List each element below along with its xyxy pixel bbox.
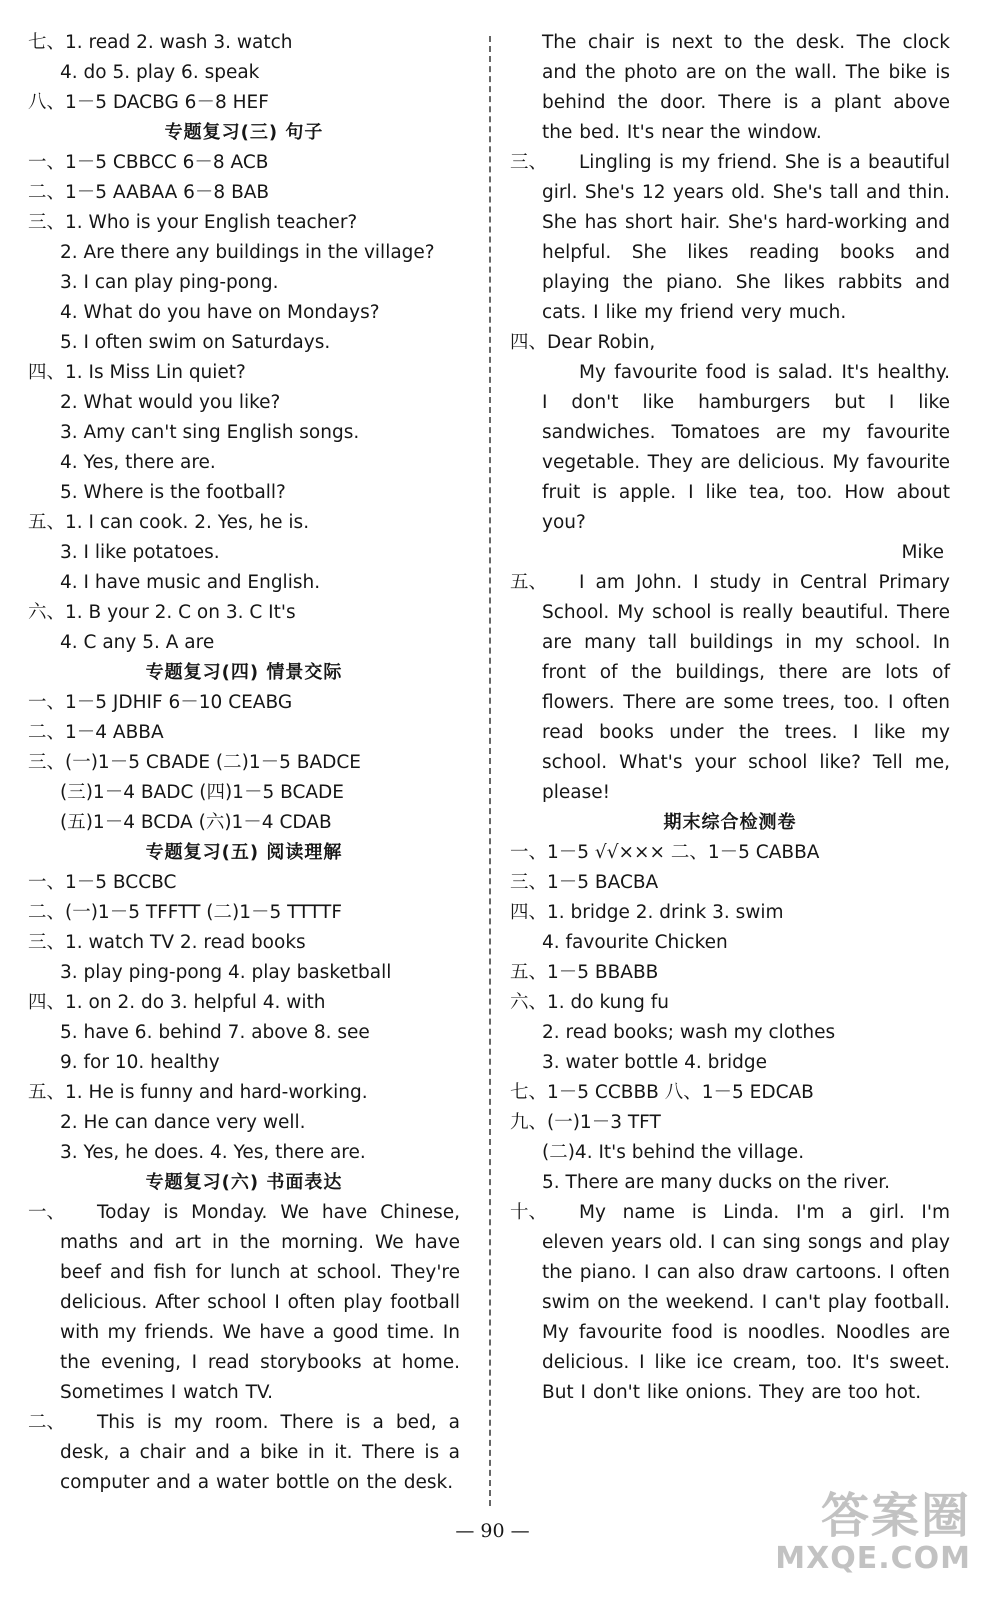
- answer-paragraph: [510, 568, 950, 808]
- answer-line: 七、1－5 CCBBB 八、1－5 EDCAB: [510, 1082, 814, 1103]
- section-number: 二、: [28, 1412, 66, 1433]
- answer-line: 五、1. I can cook. 2. Yes, he is.: [28, 512, 310, 533]
- answer-line: 4. favourite Chicken: [542, 932, 728, 953]
- answer-line: 三、1－5 BACBA: [510, 872, 659, 893]
- answer-line: 5. Where is the football?: [60, 482, 286, 503]
- section-number: [510, 358, 542, 538]
- answer-line: 3. I like potatoes.: [60, 542, 220, 563]
- essay-text: Today is Monday. We have Chinese, maths and art in the morning. We have beef and fish for lunch at school. They're delicious. After school I often play football with my friends. We have a good time. In the evening, I read storybooks at home. Sometimes I watch TV.: [60, 1202, 460, 1403]
- letter-signature: Mike: [901, 542, 944, 563]
- answer-line: 四、1. on 2. do 3. helpful 4. with: [28, 992, 326, 1013]
- answer-line: 2. He can dance very well.: [60, 1112, 306, 1133]
- answer-line: 四、Dear Robin,: [510, 332, 656, 353]
- answer-line: (三)1－4 BADC (四)1－5 BCADE: [60, 782, 344, 803]
- column-divider: [489, 36, 491, 1506]
- section-heading: 专题复习(五) 阅读理解: [145, 842, 343, 863]
- answer-line: 四、1. bridge 2. drink 3. swim: [510, 902, 784, 923]
- answer-line: 九、(一)1－3 TFT: [510, 1112, 661, 1133]
- answer-line: 5. There are many ducks on the river.: [542, 1172, 891, 1193]
- watermark-url: MXQE.COM: [775, 1541, 971, 1576]
- section-heading: 专题复习(六) 书面表达: [145, 1172, 343, 1193]
- section-number: 三、: [510, 152, 548, 173]
- answer-line: 4. What do you have on Mondays?: [60, 302, 380, 323]
- answer-line: 2. read books; wash my clothes: [542, 1022, 836, 1043]
- answer-paragraph: [28, 1198, 460, 1408]
- answer-line: 六、1. do kung fu: [510, 992, 669, 1013]
- page-number: — 90 —: [455, 1520, 530, 1542]
- right-column: [510, 28, 950, 1408]
- answer-line: 三、1. watch TV 2. read books: [28, 932, 306, 953]
- answer-line: 5. I often swim on Saturdays.: [60, 332, 331, 353]
- section-heading: 期末综合检测卷: [663, 812, 797, 833]
- answer-line: 一、1－5 CBBCC 6－8 ACB: [28, 152, 269, 173]
- answer-line: 四、1. Is Miss Lin quiet?: [28, 362, 246, 383]
- answer-line: 一、1－5 BCCBC: [28, 872, 177, 893]
- answer-line: 三、1. Who is your English teacher?: [28, 212, 358, 233]
- answer-line: 六、1. B your 2. C on 3. C It's: [28, 602, 296, 623]
- answer-line: 4. C any 5. A are: [60, 632, 215, 653]
- answer-line: 一、1－5 √√××× 二、1－5 CABBA: [510, 842, 820, 863]
- answer-paragraph: [510, 148, 950, 328]
- answer-line: 4. do 5. play 6. speak: [60, 62, 260, 83]
- section-number: 一、: [28, 1202, 66, 1223]
- section-number: 十、: [510, 1202, 548, 1223]
- answer-line: 二、1－5 AABAA 6－8 BAB: [28, 182, 270, 203]
- answer-line: 9. for 10. healthy: [60, 1052, 220, 1073]
- answer-line: 七、1. read 2. wash 3. watch: [28, 32, 293, 53]
- essay-text: Lingling is my friend. She is a beautiful girl. She's 12 years old. She's tall and thin. She has short hair. She's hard-working and helpful. She likes reading books and playing the piano. She likes rabbits and cats. I like my friend very much.: [542, 152, 950, 323]
- answer-paragraph: [28, 1408, 460, 1498]
- essay-text: This is my room. There is a bed, a desk, a chair and a bike in it. There is a computer and a water bottle on the desk.: [60, 1412, 460, 1493]
- answer-line: 4. Yes, there are.: [60, 452, 216, 473]
- answer-line: 五、1. He is funny and hard-working.: [28, 1082, 368, 1103]
- section-number: 五、: [510, 572, 548, 593]
- answer-line: 3. play ping-pong 4. play basketball: [60, 962, 392, 983]
- answer-line: 八、1－5 DACBG 6－8 HEF: [28, 92, 269, 113]
- answer-line: 3. Amy can't sing English songs.: [60, 422, 360, 443]
- section-heading: 专题复习(四) 情景交际: [145, 662, 343, 683]
- answer-line: 五、1－5 BBABB: [510, 962, 659, 983]
- answer-paragraph: [510, 1198, 950, 1408]
- answer-paragraph: [510, 358, 950, 538]
- answer-paragraph: [510, 28, 950, 148]
- answer-line: 4. I have music and English.: [60, 572, 321, 593]
- left-column: [28, 28, 460, 1498]
- answer-line: 2. What would you like?: [60, 392, 281, 413]
- answer-line: 3. Yes, he does. 4. Yes, there are.: [60, 1142, 366, 1163]
- answer-line: 一、1－5 JDHIF 6－10 CEABG: [28, 692, 293, 713]
- answer-line: 2. Are there any buildings in the village?: [60, 242, 435, 263]
- essay-text: The chair is next to the desk. The clock and the photo are on the wall. The bike is behind the door. There is a plant above the bed. It's near the window.: [542, 32, 950, 143]
- watermark-logo: [671, 1490, 971, 1576]
- answer-line: (二)4. It's behind the village.: [542, 1142, 805, 1163]
- section-heading: 专题复习(三) 句子: [164, 122, 324, 143]
- answer-line: 二、(一)1－5 TFFTT (二)1－5 TTTTF: [28, 902, 342, 923]
- essay-text: My name is Linda. I'm a girl. I'm eleven years old. I can sing songs and play the piano. I can also draw cartoons. I often swim on the weekend. I can't play football. My favourite food is noodles. Noodles are delicious. I like ice cream, too. It's sweet. But I don't like onions. They are too hot.: [542, 1202, 950, 1403]
- answer-line: 3. I can play ping-pong.: [60, 272, 279, 293]
- answer-line: (五)1－4 BCDA (六)1－4 CDAB: [60, 812, 332, 833]
- answer-line: 二、1－4 ABBA: [28, 722, 164, 743]
- watermark-text: 答案圈: [820, 1488, 971, 1544]
- essay-text: I am John. I study in Central Primary School. My school is really beautiful. There are many tall buildings in my school. In front of the buildings, there are lots of flowers. There are some trees, too. I often read books under the trees. I like my school. What's your school like? Tell me, please!: [542, 572, 950, 803]
- section-number: [510, 28, 542, 148]
- answer-line: 5. have 6. behind 7. above 8. see: [60, 1022, 370, 1043]
- essay-text: My favourite food is salad. It's healthy. I don't like hamburgers but I like sandwiches. Tomatoes are my favourite vegetable. They are delicious. My favourite fruit is apple. I like tea, too. How about you?: [542, 362, 950, 533]
- answer-line: 三、(一)1－5 CBADE (二)1－5 BADCE: [28, 752, 361, 773]
- answer-line: 3. water bottle 4. bridge: [542, 1052, 767, 1073]
